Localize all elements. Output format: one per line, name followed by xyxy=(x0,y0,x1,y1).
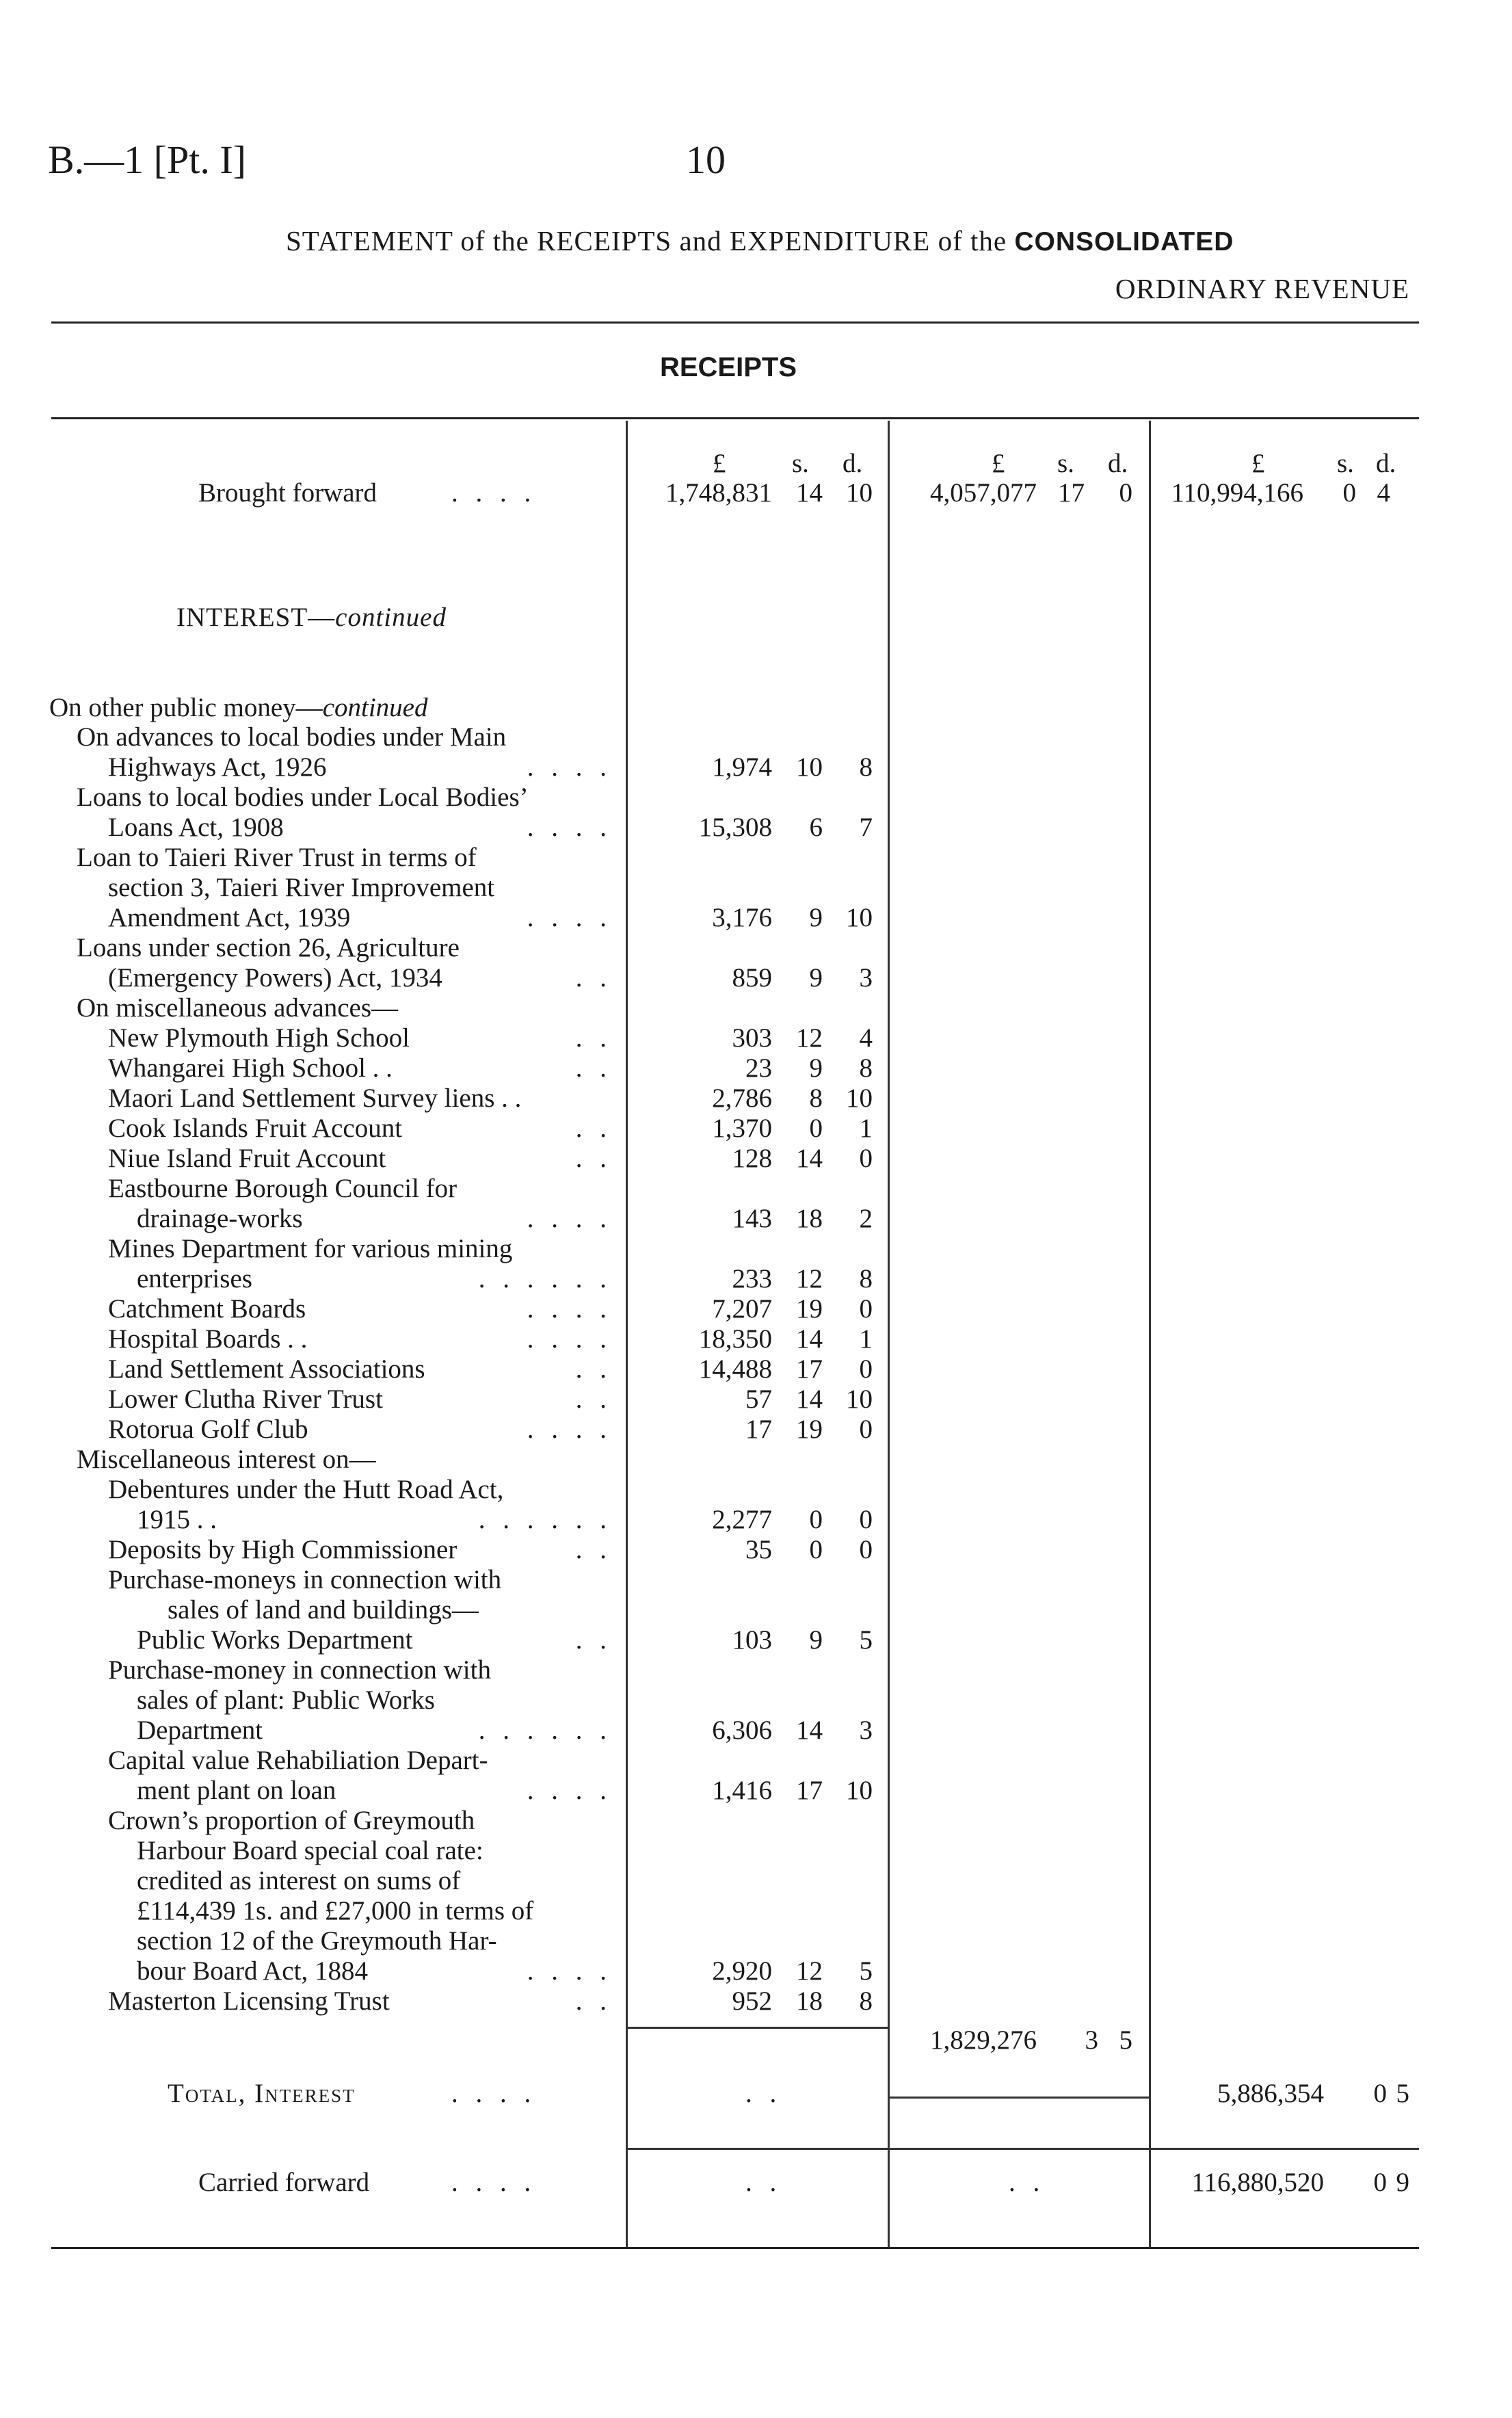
row-label-line: enterprises xyxy=(137,1264,252,1293)
carried-forward-pounds: 116,880,520 xyxy=(1191,2168,1324,2197)
bf-col2-pounds: 4,057,077 xyxy=(930,478,1037,508)
total-interest-pounds: 5,886,354 xyxy=(1217,2079,1324,2108)
row-dots: . . . . xyxy=(527,903,612,932)
row-label-line: Land Settlement Associations xyxy=(108,1354,425,1384)
col3-pence-header: d. xyxy=(1376,449,1396,478)
row-label-line: Debentures under the Hutt Road Act, xyxy=(108,1475,504,1504)
carried-forward-shillings: 0 xyxy=(1373,2168,1387,2197)
row-label-line: 1915 . . xyxy=(137,1505,217,1534)
bf-col3-pence: 4 xyxy=(1377,478,1390,508)
row-pence: 7 xyxy=(859,813,873,842)
column-divider-1 xyxy=(626,421,628,2247)
row-label-line: Deposits by High Commissioner xyxy=(108,1535,457,1564)
row-label-line: New Plymouth High School xyxy=(108,1023,410,1053)
bf-col3-shillings: 0 xyxy=(1342,478,1356,508)
row-dots: . . . . xyxy=(527,1956,612,1986)
row-shillings: 9 xyxy=(809,963,823,993)
row-label-line: section 3, Taieri River Improvement xyxy=(108,873,495,902)
carried-forward-col1-dots: . . xyxy=(745,2168,782,2197)
row-label-line: Eastbourne Borough Council for xyxy=(108,1174,457,1203)
row-label-line: section 12 of the Greymouth Har- xyxy=(137,1926,497,1956)
bf-col3-pounds: 110,994,166 xyxy=(1171,478,1303,508)
row-label-line: sales of land and buildings— xyxy=(168,1595,479,1625)
row-pounds: 303 xyxy=(732,1023,772,1053)
bf-col1-pence: 10 xyxy=(846,478,873,508)
row-dots: . . . . . . xyxy=(478,1264,612,1293)
row-pence: 8 xyxy=(859,752,873,782)
carried-forward-rule xyxy=(628,2148,1419,2150)
col1-shillings-header: s. xyxy=(792,449,809,478)
row-label-line: Niue Island Fruit Account xyxy=(108,1144,386,1173)
row-pence: 3 xyxy=(859,963,873,993)
row-dots: . . . . xyxy=(527,1204,612,1233)
row-dots: . . xyxy=(575,1354,612,1384)
row-pence: 0 xyxy=(859,1144,873,1173)
heading-rule xyxy=(51,417,1419,419)
row-pounds: 2,920 xyxy=(712,1956,772,1986)
row-shillings: 0 xyxy=(809,1535,823,1564)
page-number: 10 xyxy=(686,137,726,182)
row-dots: . . xyxy=(575,1053,612,1083)
row-pence: 0 xyxy=(859,1535,873,1564)
row-pounds: 3,176 xyxy=(712,903,772,932)
row-pence: 8 xyxy=(859,1986,873,2016)
row-label-line: Purchase-money in connection with xyxy=(108,1655,491,1685)
row-label-line: Mines Department for various mining xyxy=(108,1234,513,1263)
col2-shillings-header: s. xyxy=(1057,449,1074,478)
row-label-line: Hospital Boards . . xyxy=(108,1324,308,1354)
statement-title xyxy=(286,224,1234,257)
row-pence: 8 xyxy=(859,1053,873,1083)
subtotal-rule xyxy=(628,2027,888,2029)
row-pence: 10 xyxy=(846,1776,873,1805)
row-pence: 1 xyxy=(859,1114,873,1143)
subtotal-shillings: 3 xyxy=(1085,2025,1098,2055)
carried-forward-col2-dots: . . xyxy=(1009,2168,1046,2197)
row-pounds: 7,207 xyxy=(712,1294,772,1324)
subtotal-pence: 5 xyxy=(1119,2025,1132,2055)
row-pence: 10 xyxy=(846,1384,873,1414)
row-pounds: 1,370 xyxy=(712,1114,772,1143)
col3-pounds-header: £ xyxy=(1251,449,1265,478)
row-label-line: bour Board Act, 1884 xyxy=(137,1956,368,1986)
row-label-line: Loans to local bodies under Local Bodies’ xyxy=(77,783,529,812)
row-pence: 0 xyxy=(859,1505,873,1534)
row-label-line: £114,439 1s. and £27,000 in terms of xyxy=(137,1896,534,1926)
row-label-line: Rotorua Golf Club xyxy=(108,1415,308,1444)
col1-pence-header: d. xyxy=(843,449,863,478)
row-label-line: Crown’s proportion of Greymouth xyxy=(108,1806,475,1835)
row-dots: . . xyxy=(575,1114,612,1143)
row-dots: . . . . xyxy=(527,813,612,842)
row-pence: 1 xyxy=(859,1324,873,1354)
row-pounds: 17 xyxy=(745,1415,772,1444)
total-rule-col2 xyxy=(889,2097,1149,2099)
row-dots: . . . . xyxy=(527,1415,612,1444)
row-label-line: drainage-works xyxy=(137,1204,303,1233)
statement-subtitle: ORDINARY REVENUE xyxy=(1115,273,1409,304)
row-pounds: 6,306 xyxy=(712,1716,772,1745)
row-pounds: 14,488 xyxy=(698,1354,772,1384)
row-pounds: 35 xyxy=(745,1535,772,1564)
row-pounds: 233 xyxy=(732,1264,772,1293)
row-shillings: 14 xyxy=(796,1144,823,1173)
row-pence: 0 xyxy=(859,1294,873,1324)
row-label-line: Lower Clutha River Trust xyxy=(108,1384,383,1414)
col2-pence-header: d. xyxy=(1108,449,1128,478)
row-shillings: 10 xyxy=(796,752,823,782)
row-label-line: Whangarei High School . . xyxy=(108,1053,393,1083)
row-shillings: 9 xyxy=(809,1625,823,1655)
row-pence: 8 xyxy=(859,1264,873,1293)
row-pounds: 2,786 xyxy=(712,1083,772,1113)
row-pence: 3 xyxy=(859,1716,873,1745)
row-pounds: 18,350 xyxy=(698,1324,772,1354)
row-pence: 4 xyxy=(859,1023,873,1053)
row-dots: . . . . xyxy=(527,1324,612,1354)
row-dots: . . . . xyxy=(527,1294,612,1324)
total-interest-pence: 5 xyxy=(1396,2079,1409,2108)
column-divider-2 xyxy=(888,421,890,2247)
row-label-line: credited as interest on sums of xyxy=(137,1866,461,1895)
bf-col2-pence: 0 xyxy=(1119,478,1132,508)
row-shillings: 6 xyxy=(809,813,823,842)
row-dots: . . xyxy=(575,1384,612,1414)
col1-pounds-header: £ xyxy=(713,449,726,478)
row-label-line: Highways Act, 1926 xyxy=(108,752,327,782)
row-label-line: Maori Land Settlement Survey liens . . xyxy=(108,1083,522,1113)
row-label-line: Department xyxy=(137,1716,263,1745)
row-shillings: 9 xyxy=(809,903,823,932)
row-pounds: 859 xyxy=(732,963,772,993)
column-divider-3 xyxy=(1149,421,1151,2247)
row-shillings: 12 xyxy=(796,1023,823,1053)
row-dots: . . xyxy=(575,1535,612,1564)
row-dots: . . xyxy=(575,1625,612,1655)
row-pounds: 23 xyxy=(745,1053,772,1083)
row-label-line: Loans Act, 1908 xyxy=(108,813,284,842)
row-shillings: 18 xyxy=(796,1986,823,2016)
bf-col1-pounds: 1,748,831 xyxy=(665,478,772,508)
row-label-line: Catchment Boards xyxy=(108,1294,306,1324)
row-dots: . . . . . . xyxy=(478,1505,612,1534)
brought-forward-label: Brought forward xyxy=(198,478,377,508)
row-label-line: Public Works Department xyxy=(137,1625,413,1655)
row-label-line: Capital value Rehabiliation Depart- xyxy=(108,1746,488,1775)
row-pence: 10 xyxy=(846,1083,873,1113)
row-shillings: 0 xyxy=(809,1505,823,1534)
col3-shillings-header: s. xyxy=(1337,449,1354,478)
row-label-line: sales of plant: Public Works xyxy=(137,1685,435,1715)
row-shillings: 9 xyxy=(809,1053,823,1083)
row-dots: . . xyxy=(575,1144,612,1173)
row-pence: 5 xyxy=(859,1956,873,1986)
title-prefix: STATEMENT of the RECEIPTS and EXPENDITURE of the xyxy=(286,225,1007,257)
row-pounds: 952 xyxy=(732,1986,772,2016)
top-rule xyxy=(51,321,1419,324)
row-pence: 2 xyxy=(859,1204,873,1233)
row-shillings: 18 xyxy=(796,1204,823,1233)
row-label-line: (Emergency Powers) Act, 1934 xyxy=(108,963,442,993)
row-label-line: ment plant on loan xyxy=(137,1776,336,1805)
row-pounds: 2,277 xyxy=(712,1505,772,1534)
page-reference: B.—1 [Pt. I] xyxy=(48,137,246,182)
row-pounds: 103 xyxy=(732,1625,772,1655)
row-pence: 5 xyxy=(859,1625,873,1655)
row-dots: . . xyxy=(575,1986,612,2016)
total-interest-shillings: 0 xyxy=(1373,2079,1387,2108)
row-pounds: 15,308 xyxy=(698,813,772,842)
row-pence: 10 xyxy=(846,903,873,932)
title-bold: CONSOLIDATED xyxy=(1014,227,1234,257)
row-shillings: 0 xyxy=(809,1114,823,1143)
row-label-line: Cook Islands Fruit Account xyxy=(108,1114,403,1143)
row-label-line: On advances to local bodies under Main xyxy=(77,722,507,752)
row-label-line: Miscellaneous interest on— xyxy=(77,1445,376,1474)
bf-col2-shillings: 17 xyxy=(1058,478,1085,508)
row-pence: 0 xyxy=(859,1415,873,1444)
row-pence: 0 xyxy=(859,1354,873,1384)
carried-forward-dots: . . . . xyxy=(451,2168,537,2197)
row-shillings: 19 xyxy=(796,1415,823,1444)
row-shillings: 12 xyxy=(796,1956,823,1986)
row-dots: . . xyxy=(575,963,612,993)
subtotal-pounds: 1,829,276 xyxy=(930,2025,1037,2055)
row-pounds: 128 xyxy=(732,1144,772,1173)
row-pounds: 143 xyxy=(732,1204,772,1233)
row-shillings: 12 xyxy=(796,1264,823,1293)
row-shillings: 17 xyxy=(796,1354,823,1384)
col2-pounds-header: £ xyxy=(992,449,1005,478)
row-label-line: Amendment Act, 1939 xyxy=(108,903,351,932)
subheading: On other public money—continued xyxy=(49,693,428,722)
row-label-line: Purchase-moneys in connection with xyxy=(108,1565,502,1594)
row-label-line: Loans under section 26, Agriculture xyxy=(77,933,460,962)
row-shillings: 19 xyxy=(796,1294,823,1324)
row-shillings: 14 xyxy=(796,1716,823,1745)
total-interest-label: Total, Interest xyxy=(168,2079,356,2108)
row-dots: . . . . xyxy=(527,1776,612,1805)
bf-col1-shillings: 14 xyxy=(796,478,823,508)
row-shillings: 17 xyxy=(796,1776,823,1805)
row-label-line: Harbour Board special coal rate: xyxy=(137,1836,483,1865)
interest-heading: INTEREST—continued xyxy=(176,603,447,632)
row-shillings: 14 xyxy=(796,1324,823,1354)
row-pounds: 57 xyxy=(745,1384,772,1414)
bottom-rule xyxy=(51,2247,1419,2249)
row-label-line: Masterton Licensing Trust xyxy=(108,1986,390,2016)
row-pounds: 1,974 xyxy=(712,752,772,782)
carried-forward-pence: 9 xyxy=(1396,2168,1409,2197)
row-shillings: 14 xyxy=(796,1384,823,1414)
row-dots: . . . . . . xyxy=(478,1716,612,1745)
total-interest-dots: . . . . xyxy=(451,2079,537,2108)
brought-forward-dots: . . . . xyxy=(451,478,537,508)
total-interest-col1-dots: . . xyxy=(745,2079,782,2108)
row-pounds: 1,416 xyxy=(712,1776,772,1805)
row-dots: . . . . xyxy=(527,752,612,782)
row-dots: . . xyxy=(575,1023,612,1053)
row-label-line: Loan to Taieri River Trust in terms of xyxy=(77,843,477,872)
section-heading: RECEIPTS xyxy=(659,352,797,382)
carried-forward-label: Carried forward xyxy=(198,2168,370,2197)
row-label-line: On miscellaneous advances— xyxy=(77,993,399,1023)
row-shillings: 8 xyxy=(809,1083,823,1113)
